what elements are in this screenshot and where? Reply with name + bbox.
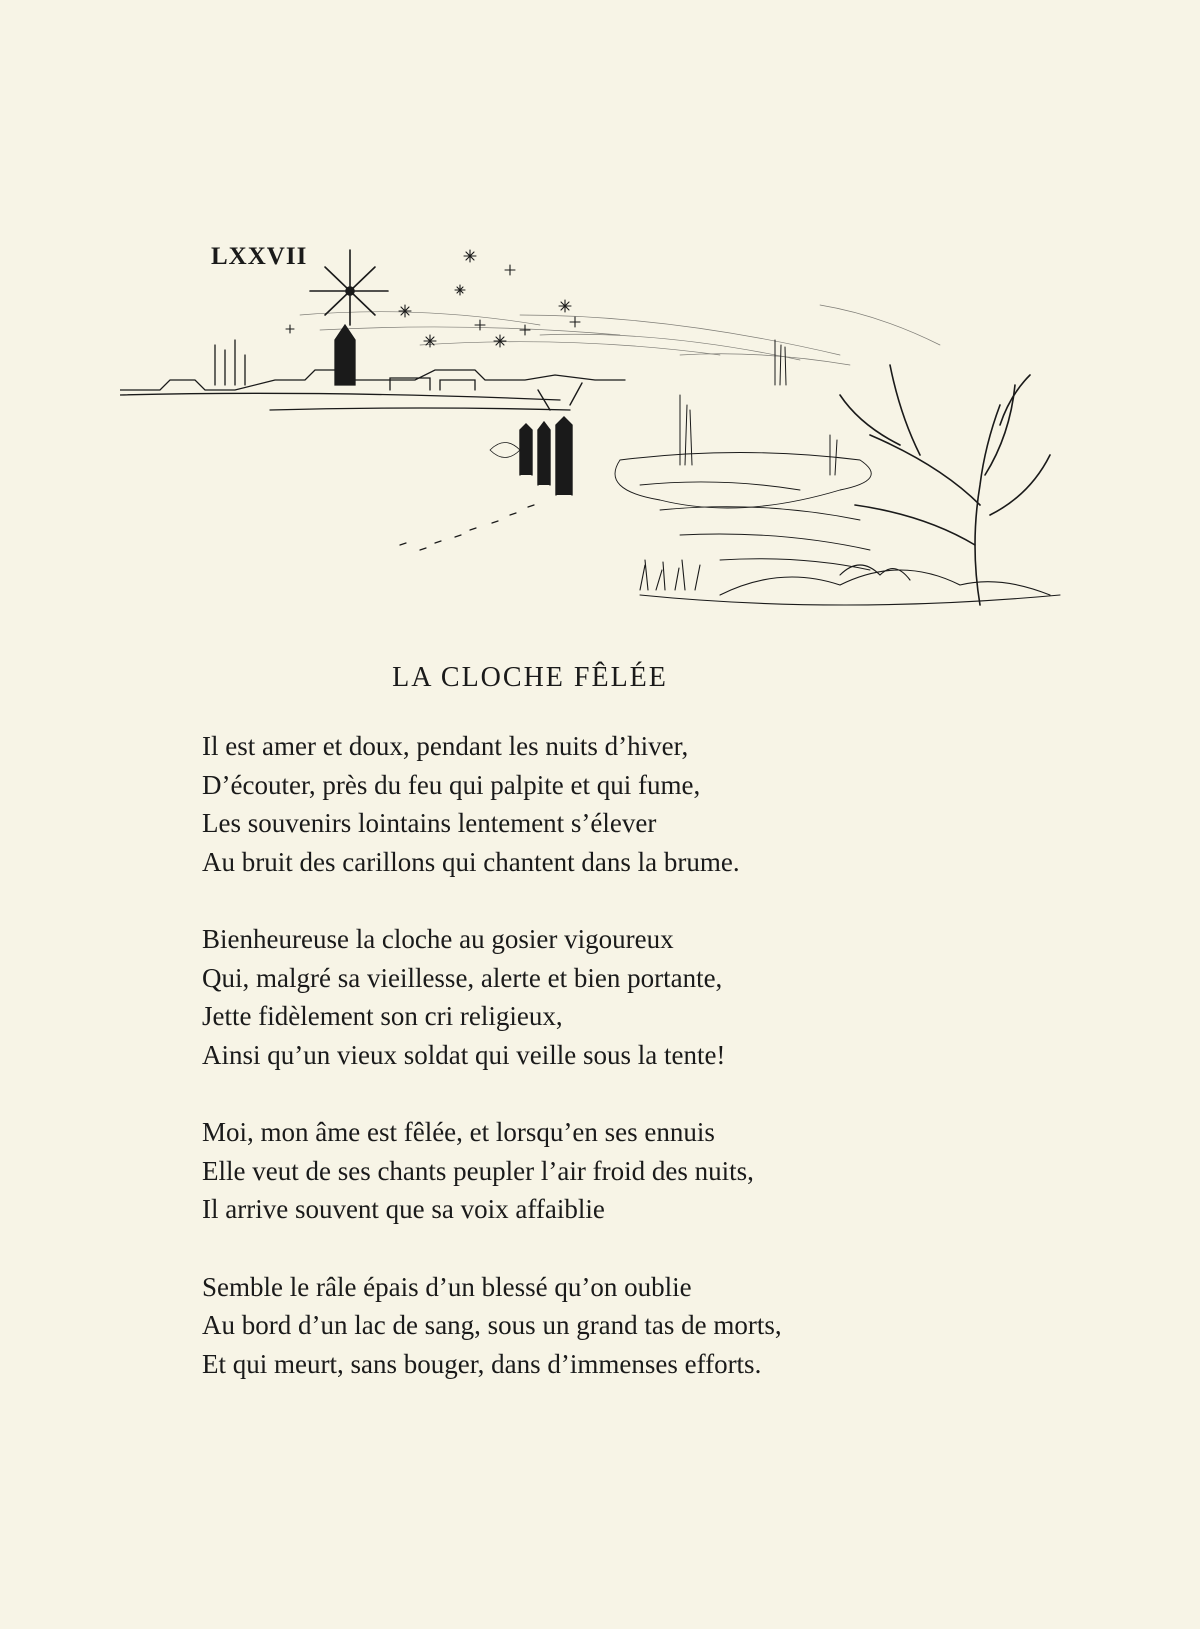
stanza-2 xyxy=(202,920,1002,1074)
poem-line: Moi, mon âme est fêlée, et lorsqu’en ses ennuis xyxy=(202,1117,715,1147)
poem-line: Ainsi qu’un vieux soldat qui veille sous la tente! xyxy=(202,1039,726,1070)
frozen-pond xyxy=(615,453,871,571)
stanza-1 xyxy=(202,727,1002,881)
footprints xyxy=(400,505,534,550)
poem-line: Semble le râle épais d’un blessé qu’on oublie xyxy=(202,1271,692,1302)
stanza-3 xyxy=(202,1113,1002,1229)
winter-village-illustration xyxy=(120,245,1080,635)
poem-line: Et qui meurt, sans bouger, dans d’immenses efforts. xyxy=(202,1348,762,1379)
poem-number: LXXVII xyxy=(211,243,308,270)
poem-line: Il est amer et doux, pendant les nuits d’hiver, xyxy=(202,731,689,761)
poem-line: Elle veut de ses chants peupler l’air froid des nuits, xyxy=(202,1155,754,1186)
bare-tree xyxy=(840,365,1050,605)
poem-line: D’écouter, près du feu qui palpite et qui fume, xyxy=(202,769,701,800)
stanza-4 xyxy=(202,1268,1002,1384)
poem-line: Il arrive souvent que sa voix affaiblie xyxy=(202,1194,605,1224)
poem-line: Au bord d’un lac de sang, sous un grand tas de morts, xyxy=(202,1310,782,1340)
sky-hatching xyxy=(300,305,940,365)
poem-line: Bienheureuse la cloche au gosier vigoureux xyxy=(202,924,674,954)
poem-title: LA CLOCHE FÊLÉE xyxy=(392,662,668,693)
poem-line: Au bruit des carillons qui chantent dans la brume. xyxy=(202,846,740,877)
poem-body xyxy=(202,727,1002,1422)
foreground-grass xyxy=(640,560,1060,605)
reeds xyxy=(680,340,837,475)
poem-line: Qui, malgré sa vieillesse, alerte et bien portante, xyxy=(202,962,723,993)
small-stars xyxy=(286,250,580,347)
shepherd-figures xyxy=(490,383,582,495)
poem-line: Jette fidèlement son cri religieux, xyxy=(202,1001,563,1031)
village xyxy=(120,325,625,410)
poem-line: Les souvenirs lointains lentement s’élever xyxy=(202,808,657,838)
